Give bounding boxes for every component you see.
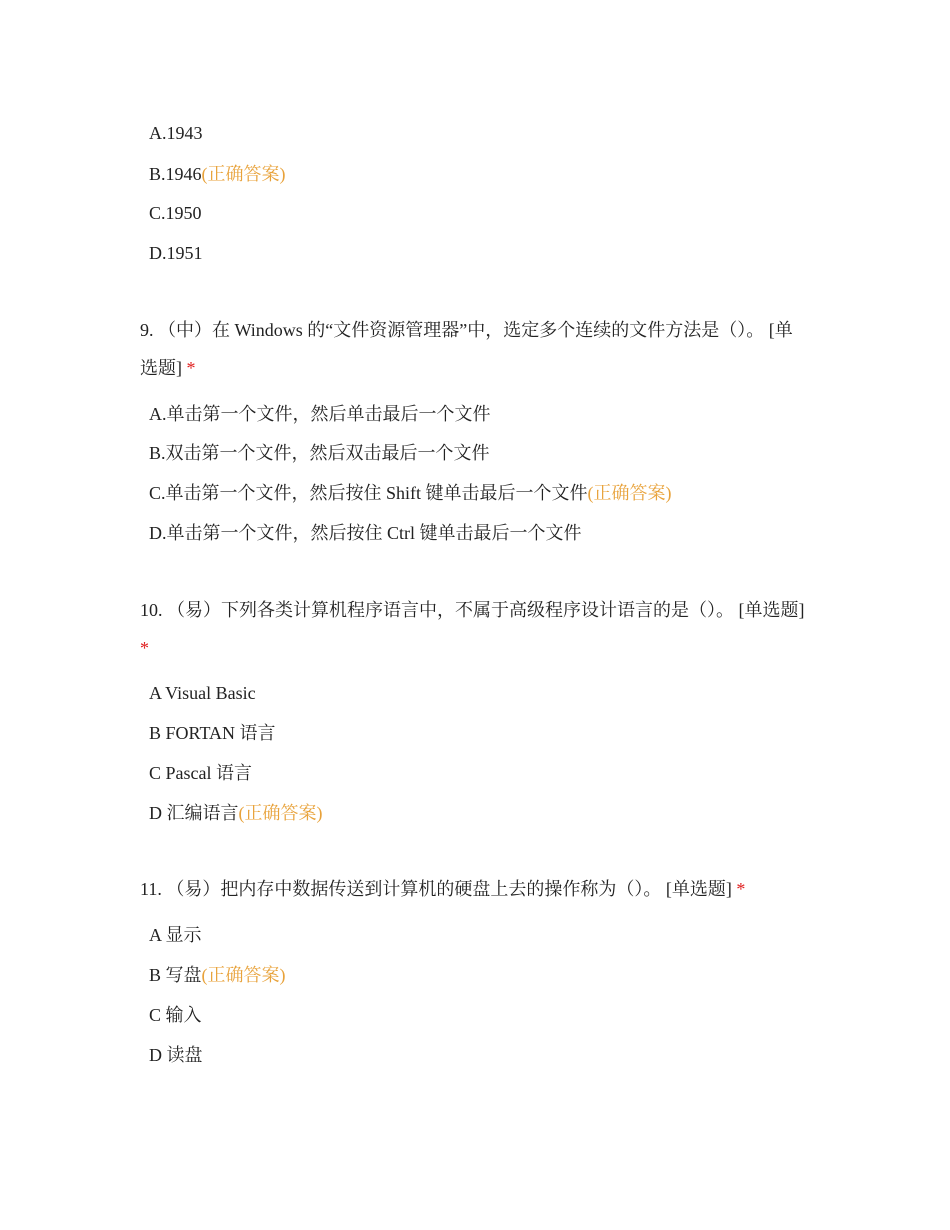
q8-option-c (149, 201, 202, 225)
option-text: D 汇编语言 (149, 803, 239, 823)
option-text: C.1950 (149, 203, 202, 223)
option-text: B FORTAN 语言 (149, 723, 276, 743)
q9-option-a (149, 402, 491, 426)
q9-option-d (149, 521, 582, 545)
q11-option-a (149, 923, 202, 947)
correct-answer-mark: (正确答案) (587, 483, 672, 503)
q9-option-b (149, 441, 490, 465)
q11-option-c (149, 1003, 202, 1027)
option-text: B.1946 (149, 164, 202, 184)
q10-option-c (149, 761, 252, 785)
correct-answer-mark: (正确答案) (201, 965, 286, 985)
q10-stem (140, 591, 810, 667)
q11-option-d (149, 1043, 203, 1067)
q8-option-a (149, 121, 203, 145)
question-text: 9. （中）在 Windows 的“文件资源管理器”中，选定多个连续的文件方法是（）。 [单选题] (140, 320, 793, 378)
option-text: D 读盘 (149, 1045, 203, 1065)
q11-stem (140, 870, 810, 908)
option-text: A 显示 (149, 925, 202, 945)
option-text: A.1943 (149, 123, 203, 143)
q11-option-b (149, 963, 286, 987)
q10-option-b (149, 721, 276, 745)
option-text: C Pascal 语言 (149, 763, 252, 783)
option-text: D.1951 (149, 243, 203, 263)
q9-stem (140, 311, 810, 387)
required-mark: * (186, 358, 196, 378)
q10-option-d (149, 801, 323, 825)
option-text: B 写盘 (149, 965, 202, 985)
option-text: A.单击第一个文件，然后单击最后一个文件 (149, 404, 491, 424)
correct-answer-mark: (正确答案) (238, 803, 323, 823)
option-text: C 输入 (149, 1005, 202, 1025)
required-mark: * (736, 879, 746, 899)
question-text: 10. （易）下列各类计算机程序语言中，不属于高级程序设计语言的是（）。 [单选题] (140, 600, 805, 620)
question-text: 11. （易）把内存中数据传送到计算机的硬盘上去的操作称为（）。 [单选题] (140, 879, 732, 899)
q9-option-c (149, 481, 672, 505)
q10-option-a (149, 681, 256, 705)
required-mark: * (140, 638, 149, 658)
option-text: C.单击第一个文件，然后按住 Shift 键单击最后一个文件 (149, 483, 588, 503)
correct-answer-mark: (正确答案) (201, 164, 286, 184)
q8-option-b (149, 162, 286, 186)
q8-option-d (149, 241, 203, 265)
option-text: A Visual Basic (149, 683, 256, 703)
option-text: D.单击第一个文件，然后按住 Ctrl 键单击最后一个文件 (149, 523, 582, 543)
option-text: B.双击第一个文件，然后双击最后一个文件 (149, 443, 490, 463)
